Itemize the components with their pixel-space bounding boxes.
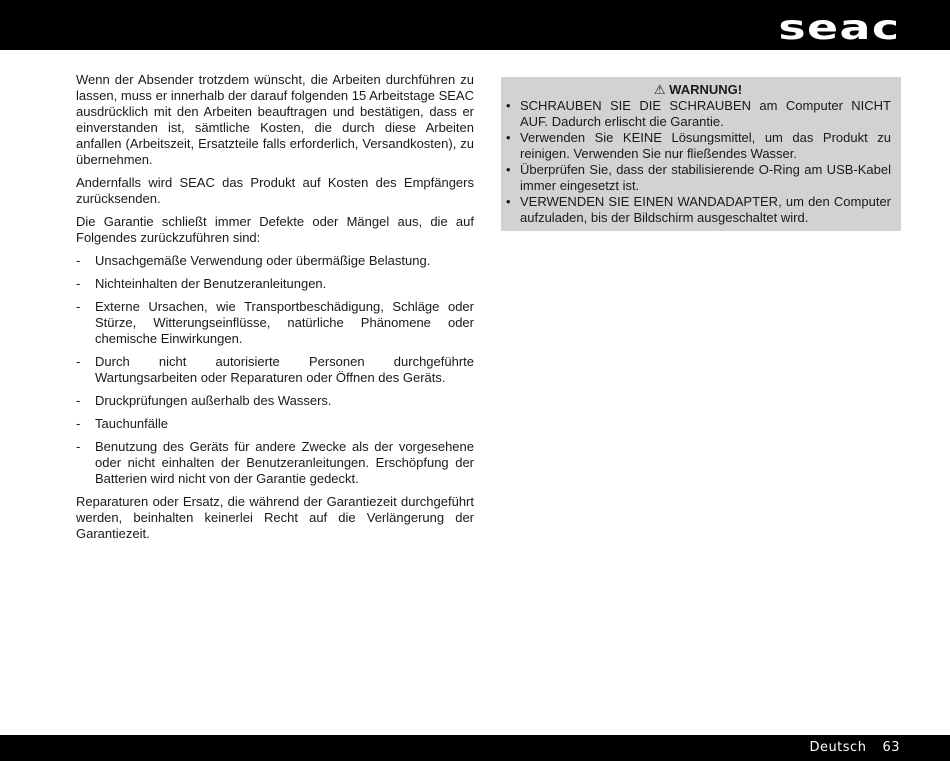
list-item <box>76 416 474 432</box>
warning-item <box>505 98 891 130</box>
dash-marker: - <box>76 253 81 268</box>
bullet-marker: • <box>506 98 511 113</box>
list-item <box>76 439 474 487</box>
bullet-marker: • <box>506 162 511 177</box>
warning-item-text: SCHRAUBEN SIE DIE SCHRAUBEN am Computer NICHT AUF. Dadurch erlischt die Garantie. <box>520 98 891 129</box>
dash-marker: - <box>76 393 81 408</box>
dash-marker: - <box>76 276 81 291</box>
bullet-marker: • <box>506 194 511 209</box>
warning-item <box>505 130 891 162</box>
list-item-text: Druckprüfungen außerhalb des Wassers. <box>95 393 332 408</box>
warning-list <box>505 98 891 226</box>
warning-item-text: Überprüfen Sie, dass der stabilisierende O-Ring am USB-Kabel immer eingesetzt ist. <box>520 162 891 193</box>
warning-item <box>505 162 891 194</box>
list-item-text: Benutzung des Geräts für andere Zwecke als der vorgesehene oder nicht einhalten der Benutzeranleitungen. Erschöpfung der Batterien wird nicht von der Garantie gedeckt. <box>95 439 474 486</box>
list-item <box>76 299 474 347</box>
dash-marker: - <box>76 416 81 431</box>
warning-title: ⚠ WARNUNG! <box>653 82 743 97</box>
list-item-text: Unsachgemäße Verwendung oder übermäßige Belastung. <box>95 253 431 268</box>
dash-marker: - <box>76 299 81 314</box>
list-item-text: Nichteinhalten der Benutzeranleitungen. <box>95 276 327 291</box>
footer-bar <box>0 735 950 761</box>
warning-box <box>501 77 901 231</box>
warning-item-text: VERWENDEN SIE EINEN WANDADAPTER, um den Computer aufzuladen, bis der Bildschirm ausgeschaltet wird. <box>520 194 891 225</box>
dash-marker: - <box>76 439 81 454</box>
list-item <box>76 276 474 292</box>
list-item <box>76 253 474 269</box>
seac-logo: seac <box>777 8 900 48</box>
list-item-text: Externe Ursachen, wie Transportbeschädigung, Schläge oder Stürze, Witterungseinflüsse, natürliche Phänomene oder chemische Einwirkungen. <box>95 299 474 346</box>
closing-paragraph: Reparaturen oder Ersatz, die während der Garantiezeit durchgeführt werden, beinhalten keinerlei Recht auf die Verlängerung der Garantiezeit. <box>76 494 474 541</box>
footer-info <box>809 739 900 757</box>
warning-item-text: Verwenden Sie KEINE Lösungsmittel, um das Produkt zu reinigen. Verwenden Sie nur fließendes Wasser. <box>520 130 891 161</box>
paragraph: Andernfalls wird SEAC das Produkt auf Kosten des Empfängers zurücksenden. <box>76 175 474 206</box>
page-number: 63 <box>882 740 900 755</box>
header-bar <box>0 0 950 50</box>
warranty-text-column <box>76 72 474 549</box>
bullet-marker: • <box>506 130 511 145</box>
list-item <box>76 354 474 386</box>
paragraph: Die Garantie schließt immer Defekte oder Mängel aus, die auf Folgendes zurückzuführen sind: <box>76 214 474 245</box>
list-item <box>76 393 474 409</box>
paragraph: Wenn der Absender trotzdem wünscht, die Arbeiten durchführen zu lassen, muss er innerhalb der darauf folgenden 15 Arbeitstage SEAC ausdrücklich mit den Arbeiten beauftragen und bestätigen, dass er einverstanden ist, sämtliche Kosten, die durch diese Arbeiten anfallen (Arbeitszeit, Ersatzteile falls erforderlich, Versandkosten), zu übernehmen. <box>76 72 474 167</box>
dash-marker: - <box>76 354 81 369</box>
list-item-text: Durch nicht autorisierte Personen durchgeführte Wartungsarbeiten oder Reparaturen oder Öffnen des Geräts. <box>95 354 474 385</box>
language-label: Deutsch <box>809 740 867 755</box>
list-item-text: Tauchunfälle <box>95 416 168 431</box>
warning-item <box>505 194 891 226</box>
exclusions-list <box>76 253 474 487</box>
